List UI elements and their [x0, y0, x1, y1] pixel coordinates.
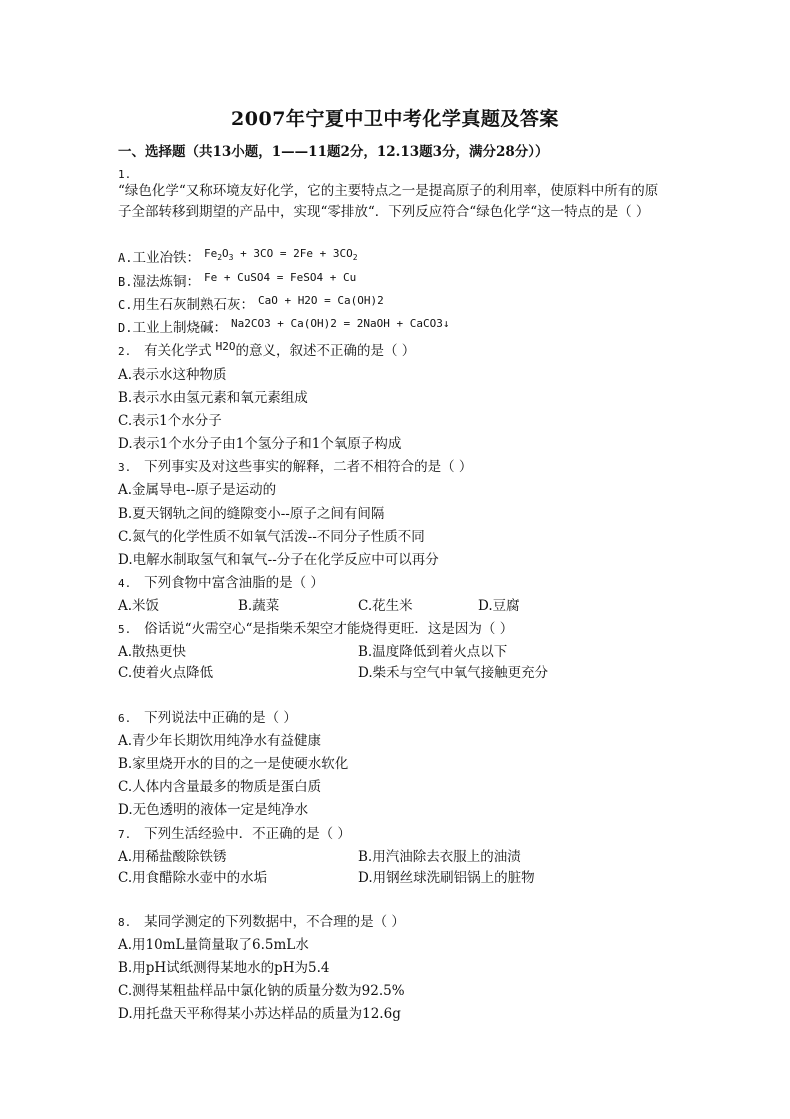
question-5-option-d: D.柴禾与空气中氧气接触更充分	[358, 665, 549, 681]
question-4-option-c: C.花生米	[358, 598, 413, 614]
question-5-option-a: A.散热更快	[118, 644, 187, 660]
question-1-option-c: C.用生石灰制熟石灰： $^{CaO + H2O = Ca(OH)2}$	[118, 294, 384, 313]
question-5-option-c: C.使着火点降低	[118, 665, 214, 681]
question-6-option-a: A.青少年长期饮用纯净水有益健康	[118, 733, 322, 749]
question-1-option-d: D.工业上制烧碱： $^{Na2CO3 + Ca(OH)2 = 2NaOH + CaCO3↓}$	[118, 317, 450, 336]
question-1-option-a: A.工业冶铁： $^{Fe_2O_3 + 3CO = 2Fe + 3CO_2}$	[118, 247, 358, 266]
question-8-option-c: C.测得某粗盐样品中氯化钠的质量分数为92.5%	[118, 983, 405, 999]
formula: Fe2O3 + 3CO = 2Fe + 3CO2	[203, 247, 358, 263]
question-2-option-c: C.表示1个水分子	[118, 413, 222, 429]
question-3-stem: 3. 下列事实及对这些事实的解释，二者不相符合的是（ ）	[118, 459, 473, 475]
formula: CaO + H2O = Ca(OH)2	[257, 294, 384, 307]
question-6-option-c: C.人体内含量最多的物质是蛋白质	[118, 779, 322, 795]
question-5-option-b: B.温度降低到着火点以下	[358, 644, 508, 660]
question-7-stem: 7. 下列生活经验中．不正确的是（ ）	[118, 826, 351, 842]
question-2-option-d: D.表示1个水分子由1个氢分子和1个氧原子构成	[118, 436, 402, 452]
question-7-option-d: D.用钢丝球洗刷铝锅上的脏物	[358, 870, 535, 886]
question-7-option-a: A.用稀盐酸除铁锈	[118, 849, 227, 865]
question-8-stem: 8. 某同学测定的下列数据中，不合理的是（ ）	[118, 914, 405, 930]
question-8-option-d: D.用托盘天平称得某小苏达样品的质量为12.6g	[118, 1006, 401, 1022]
question-7-option-b: B.用汽油除去衣服上的油渍	[358, 849, 521, 865]
formula: Fe + CuSO4 = FeSO4 + Cu	[203, 271, 357, 284]
question-7-option-c: C.用食醋除水壶中的水垢	[118, 870, 268, 886]
question-1-stem: “绿色化学“又称环境友好化学，它的主要特点之一是提高原子的利用率，使原料中所有的原子全部转移到期望的产品中，实现“零排放“．下列反应符合“绿色化学“这一特点的是（ ）	[118, 183, 659, 220]
section-heading: 一、选择题（共13小题，1——11题2分，12.13题3分，满分28分））	[118, 144, 549, 160]
question-2-option-a: A.表示水这种物质	[118, 367, 227, 383]
formula: Na2CO3 + Ca(OH)2 = 2NaOH + CaCO3↓	[230, 317, 450, 330]
question-6-stem: 6. 下列说法中正确的是（ ）	[118, 710, 297, 726]
question-4-option-b: B.蔬菜	[238, 598, 280, 614]
question-6-option-d: D.无色透明的液体一定是纯净水	[118, 802, 309, 818]
question-6-option-b: B.家里烧开水的目的之一是使硬水软化	[118, 756, 349, 772]
page-title: 2007年宁夏中卫中考化学真题及答案	[231, 108, 559, 130]
question-1-option-b: B.湿法炼铜： $^{Fe + CuSO4 = FeSO4 + Cu}$	[118, 271, 357, 290]
question-5-stem: 5. 俗话说“火需空心“是指柴禾架空才能烧得更旺．这是因为（ ）	[118, 621, 514, 637]
question-4-option-d: D.豆腐	[478, 598, 520, 614]
question-2-option-b: B.表示水由氢元素和氧元素组成	[118, 390, 308, 406]
question-3-option-d: D.电解水制取氢气和氧气--分子在化学反应中可以再分	[118, 552, 439, 568]
question-3-option-c: C.氮气的化学性质不如氧气活泼--不同分子性质不同	[118, 529, 425, 545]
question-2-stem: 2. 有关化学式 $^{H2O}$的意义，叙述不正确的是（ ）	[118, 340, 416, 359]
question-4-option-a: A.米饭	[118, 598, 160, 614]
question-4-stem: 4. 下列食物中富含油脂的是（ ）	[118, 575, 324, 591]
question-8-option-b: B.用pH试纸测得某地水的pH为5.4	[118, 960, 330, 976]
question-8-option-a: A.用10mL量筒量取了6.5mL水	[118, 937, 309, 953]
question-3-option-b: B.夏天钢轨之间的缝隙变小--原子之间有间隔	[118, 506, 385, 522]
question-1-number: 1.	[118, 168, 132, 181]
question-3-option-a: A.金属导电--原子是运动的	[118, 482, 277, 498]
formula: H2O	[215, 340, 236, 353]
